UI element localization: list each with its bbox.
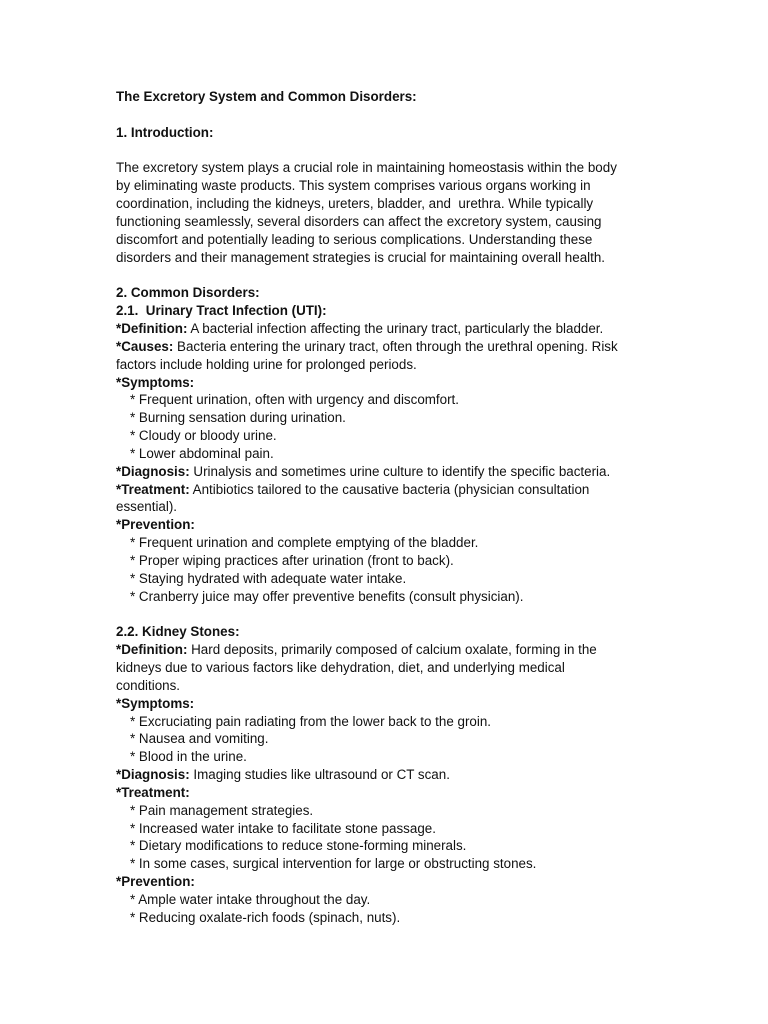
uti-causes (116, 338, 676, 356)
disorders-heading: 2. Common Disorders: (116, 285, 260, 301)
paragraph-line: coordination, including the kidneys, ureters, bladder, and urethra. While typically (116, 196, 594, 212)
uti-diagnosis (116, 463, 676, 481)
diagnosis-text: Urinalysis and sometimes urine culture to identify the specific bacteria. (189, 463, 611, 479)
definition-label: *Definition: (116, 642, 188, 658)
document-page (116, 88, 676, 927)
list-item: * Frequent urination, often with urgency and discomfort. (130, 392, 459, 408)
list-item: * Lower abdominal pain. (130, 445, 274, 461)
list-item: * Pain management strategies. (130, 802, 314, 818)
list-item: * Cranberry juice may offer preventive benefits (consult physician). (130, 588, 524, 604)
treatment-label: *Treatment: (116, 784, 190, 800)
symptoms-label: *Symptoms: (116, 695, 195, 711)
paragraph-line: disorders and their management strategies is crucial for maintaining overall health. (116, 249, 606, 265)
list-item: * Staying hydrated with adequate water intake. (130, 570, 407, 586)
list-item: * Nausea and vomiting. (130, 731, 269, 747)
intro-paragraph (116, 159, 676, 266)
uti-causes-continued: factors include holding urine for prolonged periods. (116, 356, 417, 372)
kidney-stones-section (116, 623, 676, 926)
uti-heading: 2.1. Urinary Tract Infection (UTI): (116, 303, 327, 319)
uti-treatment (116, 481, 676, 499)
symptoms-label: *Symptoms: (116, 374, 195, 390)
list-item: * Cloudy or bloody urine. (130, 428, 277, 444)
diagnosis-label: *Diagnosis: (116, 767, 190, 783)
diagnosis-label: *Diagnosis: (116, 463, 190, 479)
prevention-label: *Prevention: (116, 874, 195, 890)
paragraph-line: by eliminating waste products. This system comprises various organs working in (116, 178, 591, 194)
list-item: * Burning sensation during urination. (130, 410, 346, 426)
causes-label: *Causes: (116, 338, 174, 354)
list-item: * Excruciating pain radiating from the lower back to the groin. (130, 713, 491, 729)
list-item: * Ample water intake throughout the day. (130, 891, 371, 907)
uti-section (116, 302, 676, 605)
diagnosis-text: Imaging studies like ultrasound or CT scan. (189, 767, 450, 783)
list-item: * Increased water intake to facilitate stone passage. (130, 820, 436, 836)
definition-label: *Definition: (116, 320, 188, 336)
kidney-stones-heading: 2.2. Kidney Stones: (116, 624, 240, 640)
causes-text: Bacteria entering the urinary tract, often through the urethral opening. Risk (173, 338, 618, 354)
treatment-label: *Treatment: (116, 481, 190, 497)
paragraph-line: functioning seamlessly, several disorders can affect the excretory system, causing (116, 213, 602, 229)
kidney-stones-diagnosis (116, 766, 676, 784)
kidney-stones-definition-continued: kidneys due to various factors like dehydration, diet, and underlying medical (116, 660, 565, 675)
uti-treatment-continued: essential). (116, 499, 178, 515)
kidney-stones-definition (116, 641, 676, 659)
paragraph-line: The excretory system plays a crucial role in maintaining homeostasis within the body (116, 160, 617, 176)
list-item: * Dietary modifications to reduce stone-forming minerals. (130, 838, 467, 854)
prevention-label: *Prevention: (116, 517, 195, 533)
list-item: * Blood in the urine. (130, 749, 247, 765)
definition-text: A bacterial infection affecting the urinary tract, particularly the bladder. (187, 320, 604, 336)
list-item: * Reducing oxalate-rich foods (spinach, nuts). (130, 909, 401, 925)
list-item: * Frequent urination and complete emptying of the bladder. (130, 535, 479, 551)
uti-definition (116, 320, 676, 338)
document-title: The Excretory System and Common Disorders: (116, 89, 417, 104)
list-item: * In some cases, surgical intervention for large or obstructing stones. (130, 856, 537, 872)
treatment-text: Antibiotics tailored to the causative bacteria (physician consultation (189, 481, 590, 497)
paragraph-line: discomfort and potentially leading to serious complications. Understanding these (116, 231, 593, 247)
list-item: * Proper wiping practices after urination (front to back). (130, 552, 454, 568)
kidney-stones-definition-continued: conditions. (116, 677, 181, 693)
intro-heading: 1. Introduction: (116, 124, 214, 140)
definition-text: Hard deposits, primarily composed of calcium oxalate, forming in the (187, 642, 597, 658)
